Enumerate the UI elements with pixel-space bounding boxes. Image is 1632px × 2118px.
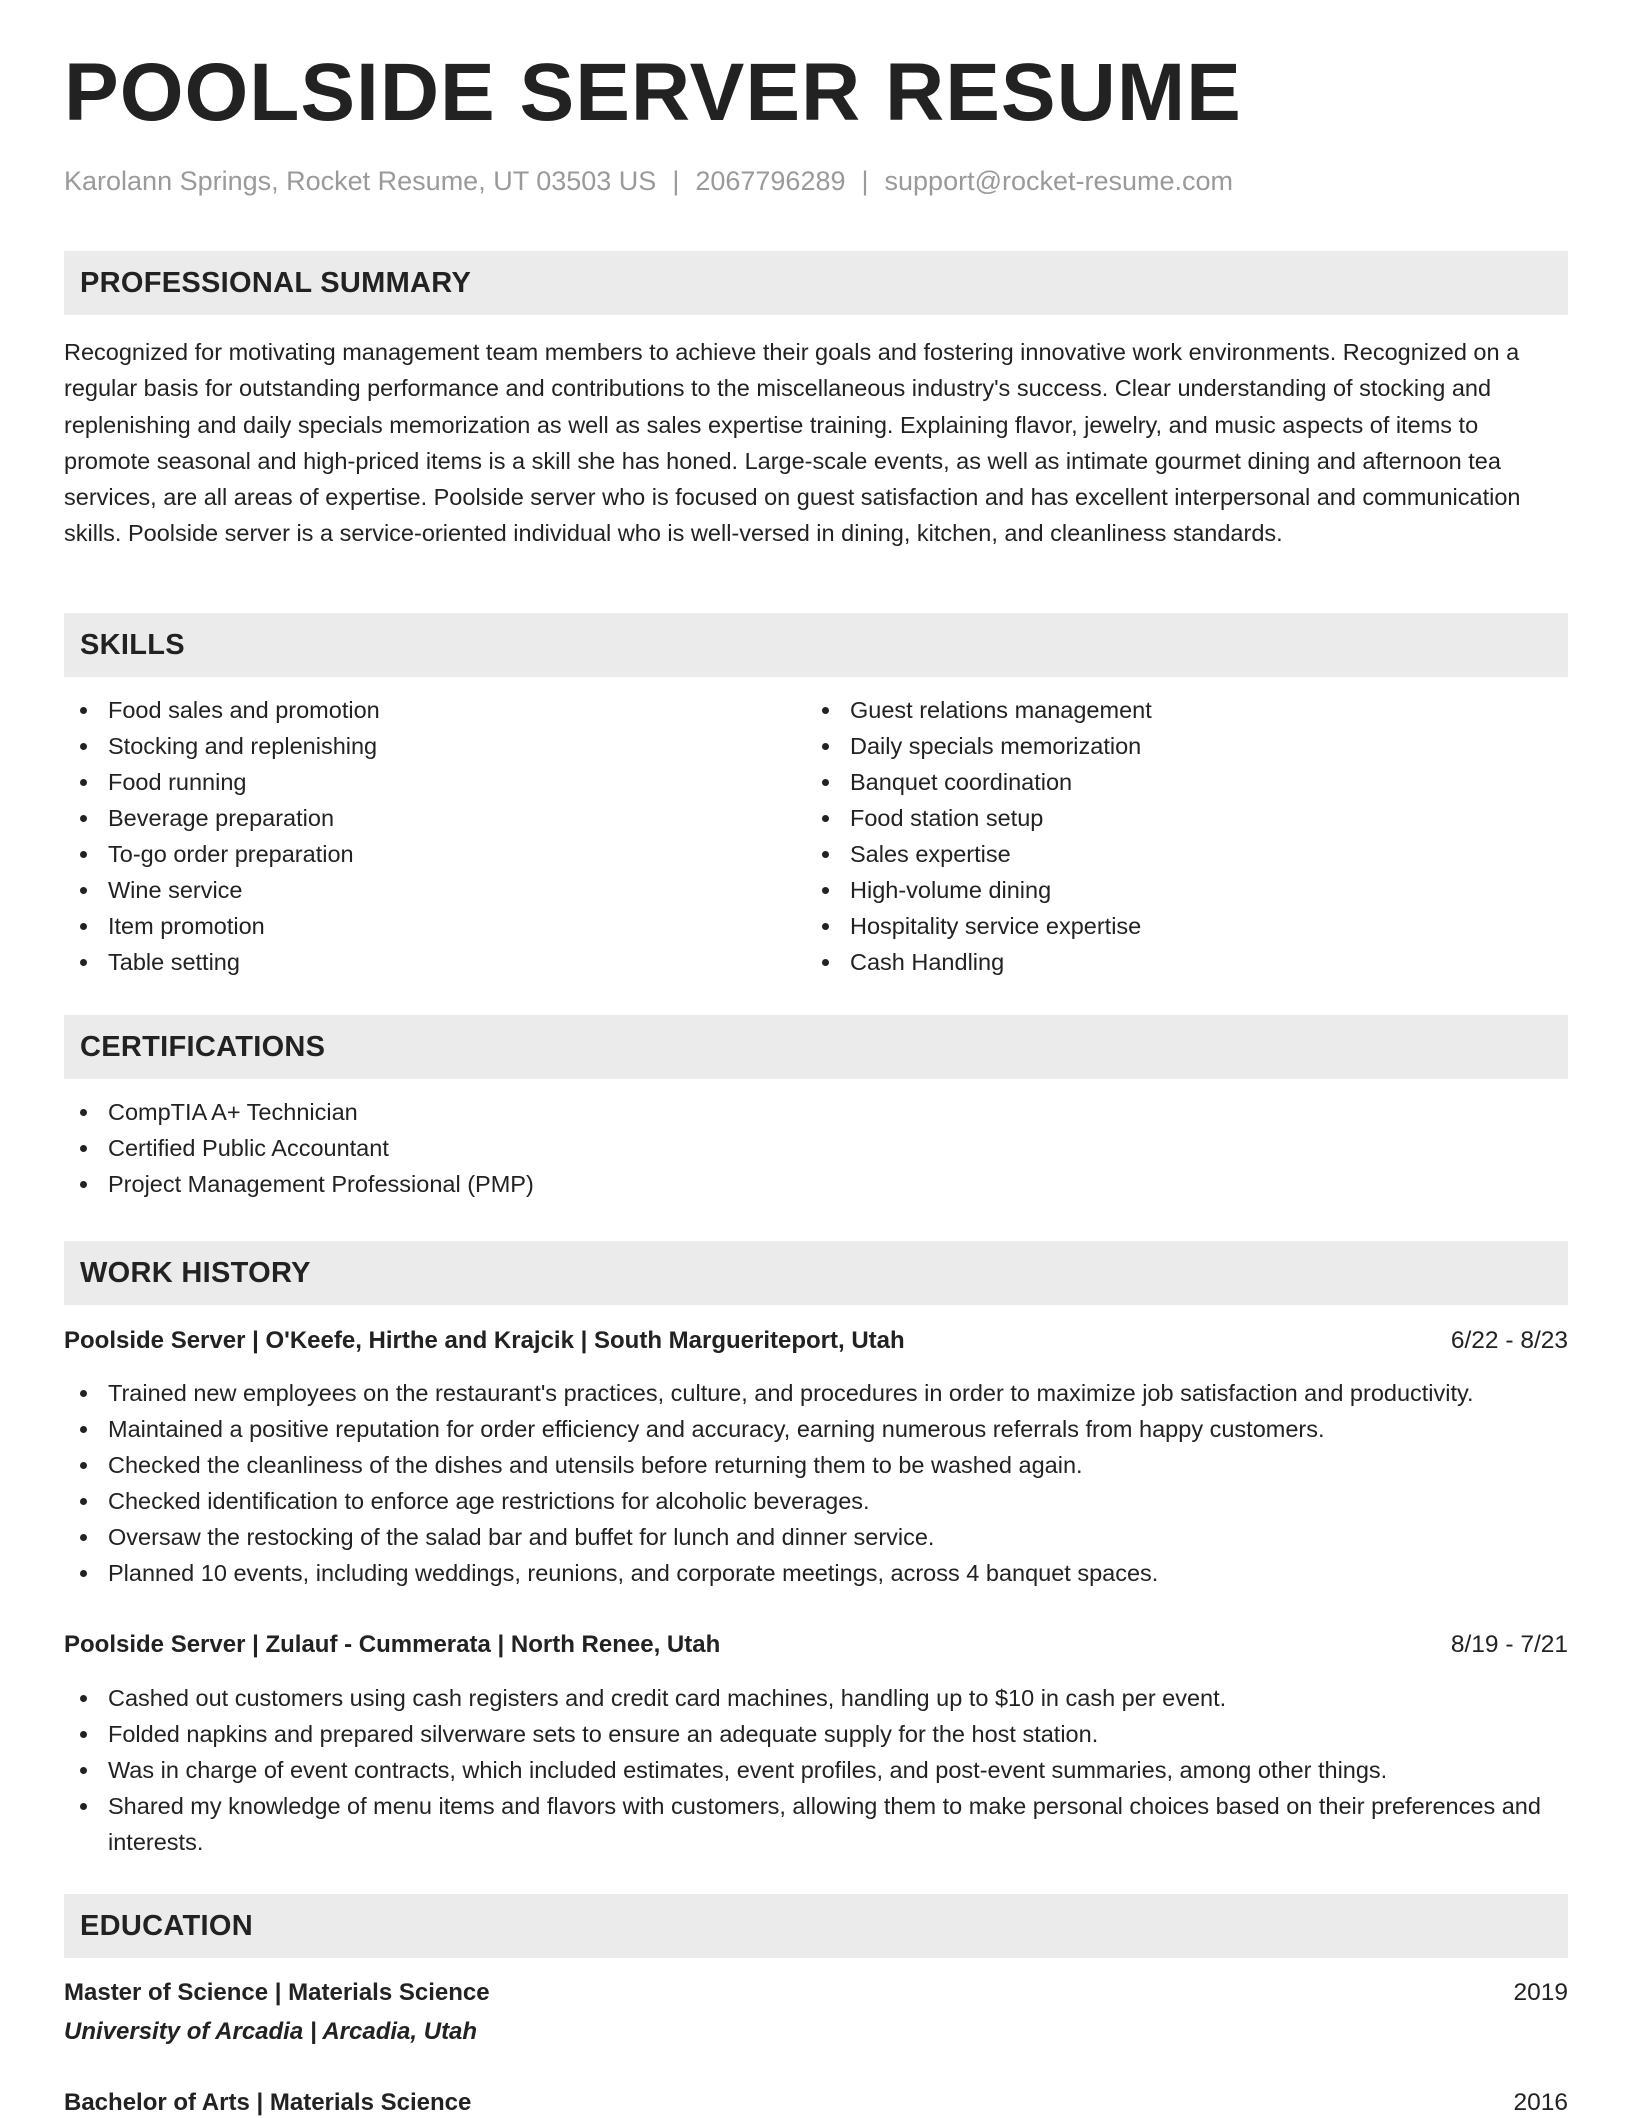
job-bullet: Cashed out customers using cash registers and credit card machines, handling up to $10 in cash per event. — [64, 1680, 1568, 1716]
skill-item: Hospitality service expertise — [806, 908, 1546, 944]
certifications-list — [64, 1094, 1568, 1202]
job-bullet: Was in charge of event contracts, which included estimates, event profiles, and post-event summaries, among other things. — [64, 1752, 1568, 1788]
skill-item: Food running — [64, 764, 804, 800]
job-bullet: Checked the cleanliness of the dishes and utensils before returning them to be washed again. — [64, 1447, 1568, 1483]
contact-email: support@rocket-resume.com — [884, 166, 1234, 196]
job-bullet: Trained new employees on the restaurant's practices, culture, and procedures in order to maximize job satisfaction and productivity. — [64, 1375, 1568, 1411]
education-degree: Master of Science | Materials Science — [64, 1979, 490, 2006]
job-bullet: Checked identification to enforce age restrictions for alcoholic beverages. — [64, 1483, 1568, 1519]
skills-list-right — [806, 692, 1546, 980]
contact-line — [64, 168, 1233, 195]
certification-item: Project Management Professional (PMP) — [64, 1166, 1568, 1202]
job-bullet: Shared my knowledge of menu items and flavors with customers, allowing them to make personal choices based on their preferences and interests. — [64, 1788, 1568, 1860]
job-title: Poolside Server | Zulauf - Cummerata | North Renee, Utah — [64, 1631, 721, 1658]
contact-phone: 2067796289 — [695, 166, 846, 196]
section-header-education: EDUCATION — [64, 1894, 1568, 1958]
contact-separator: | — [672, 166, 680, 196]
job-bullet: Maintained a positive reputation for order efficiency and accuracy, earning numerous referrals from happy customers. — [64, 1411, 1568, 1447]
skill-item: Food sales and promotion — [64, 692, 804, 728]
skill-item: Banquet coordination — [806, 764, 1546, 800]
skill-item: Sales expertise — [806, 836, 1546, 872]
summary-text: Recognized for motivating management team members to achieve their goals and fostering innovative work environments. Recognized on a regular basis for outstanding performance and contributions to the miscellaneous industry's success. Clear understanding of stocking and replenishing and daily specials memorization as well as sales expertise training. Explaining flavor, jewelry, and music aspects of items to promote seasonal and high-priced items is a skill she has honed. Large-scale events, as well as intimate gourmet dining and afternoon tea services, are all areas of expertise. Poolside server who is focused on guest satisfaction and has excellent interpersonal and communication skills. Poolside server is a service-oriented individual who is well-versed in dining, kitchen, and cleanliness standards. — [64, 339, 1521, 547]
job-dates: 8/19 - 7/21 — [1450, 1631, 1568, 1658]
education-header — [64, 1978, 1568, 2008]
skill-item: Food station setup — [806, 800, 1546, 836]
skill-item: Table setting — [64, 944, 804, 980]
certification-item: CompTIA A+ Technician — [64, 1094, 1568, 1130]
education-year: 2019 — [1513, 1979, 1568, 2006]
skill-item: Wine service — [64, 872, 804, 908]
job-dates: 6/22 - 8/23 — [1450, 1327, 1568, 1354]
education-header — [64, 2088, 1568, 2118]
skill-item: Beverage preparation — [64, 800, 804, 836]
education-degree: Bachelor of Arts | Materials Science — [64, 2089, 472, 2116]
skill-item: Daily specials memorization — [806, 728, 1546, 764]
section-header-skills: SKILLS — [64, 613, 1568, 677]
job-bullet: Planned 10 events, including weddings, reunions, and corporate meetings, across 4 banquet spaces. — [64, 1555, 1568, 1591]
contact-separator: | — [861, 166, 869, 196]
skill-item: Guest relations management — [806, 692, 1546, 728]
job-bullet: Folded napkins and prepared silverware sets to ensure an adequate supply for the host station. — [64, 1716, 1568, 1752]
skill-item: Cash Handling — [806, 944, 1546, 980]
job-bullets — [64, 1375, 1568, 1591]
skill-item: Stocking and replenishing — [64, 728, 804, 764]
skill-item: Item promotion — [64, 908, 804, 944]
education-school: University of Arcadia | Arcadia, Utah — [64, 2018, 478, 2045]
job-bullets — [64, 1680, 1568, 1860]
education-year: 2016 — [1513, 2089, 1568, 2116]
section-header-work-history: WORK HISTORY — [64, 1241, 1568, 1305]
skill-item: To-go order preparation — [64, 836, 804, 872]
job-title: Poolside Server | O'Keefe, Hirthe and Krajcik | South Margueriteport, Utah — [64, 1327, 905, 1354]
job-bullet: Oversaw the restocking of the salad bar and buffet for lunch and dinner service. — [64, 1519, 1568, 1555]
contact-address: Karolann Springs, Rocket Resume, UT 03503 US — [64, 166, 657, 196]
certification-item: Certified Public Accountant — [64, 1130, 1568, 1166]
job-header — [64, 1326, 1568, 1356]
job-header — [64, 1630, 1568, 1660]
section-header-summary: PROFESSIONAL SUMMARY — [64, 251, 1568, 315]
section-header-certifications: CERTIFICATIONS — [64, 1015, 1568, 1079]
resume-title: POOLSIDE SERVER RESUME — [64, 47, 1242, 138]
skills-list-left — [64, 692, 804, 980]
skill-item: High-volume dining — [806, 872, 1546, 908]
